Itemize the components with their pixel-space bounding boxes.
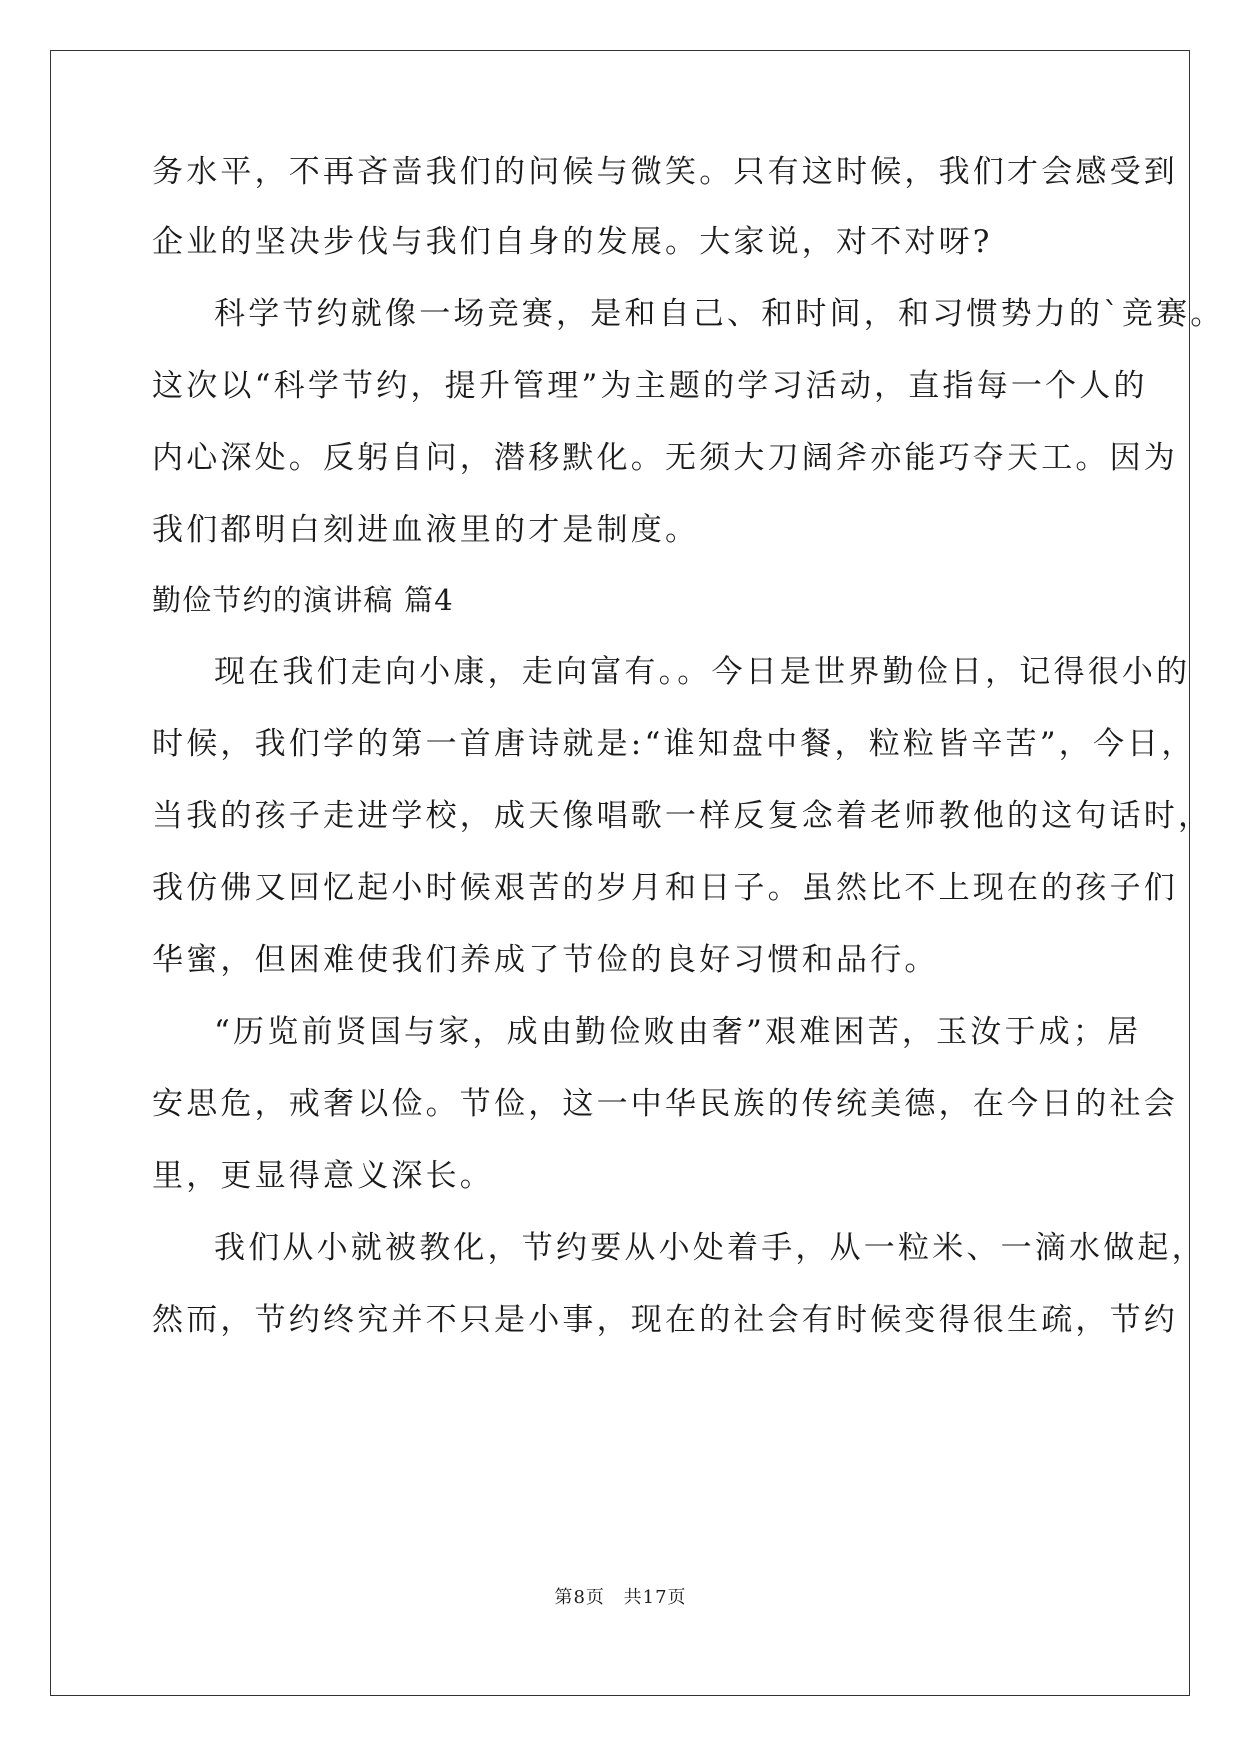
text-line: 我仿佛又回忆起小时候艰苦的岁月和日子。虽然比不上现在的孩子们 bbox=[152, 870, 1178, 906]
text-line: 然而，节约终究并不只是小事，现在的社会有时候变得很生疏，节约 bbox=[152, 1302, 1178, 1338]
text-line: 我们从小就被教化，节约要从小处着手，从一粒米、一滴水做起， bbox=[214, 1230, 1206, 1266]
text-line: 企业的坚决步伐与我们自身的发展。大家说，对不对呀? bbox=[152, 224, 993, 260]
page-total: 共17页 bbox=[623, 1587, 687, 1608]
text-line: 安思危，戒奢以俭。节俭，这一中华民族的传统美德，在今日的社会 bbox=[152, 1086, 1178, 1122]
section-heading: 勤俭节约的演讲稿 篇4 bbox=[152, 583, 454, 617]
text-line: 当我的孩子走进学校，成天像唱歌一样反复念着老师教他的这句话时， bbox=[152, 798, 1213, 834]
text-line: 现在我们走向小康，走向富有。。今日是世界勤俭日，记得很小的 bbox=[214, 654, 1191, 690]
text-line: 科学节约就像一场竞赛，是和自己、和时间，和习惯势力的`竞赛。 bbox=[214, 296, 1225, 332]
text-line: “历览前贤国与家，成由勤俭败由奢”艰难困苦，玉汝于成；居 bbox=[214, 1014, 1142, 1050]
text-line: 我们都明白刻进血液里的才是制度。 bbox=[152, 512, 700, 548]
text-line: 内心深处。反躬自问，潜移默化。无须大刀阔斧亦能巧夺天工。因为 bbox=[152, 440, 1178, 476]
page-footer bbox=[0, 1586, 1241, 1610]
text-line: 时候，我们学的第一首唐诗就是:“谁知盘中餐，粒粒皆辛苦”，今日， bbox=[152, 726, 1196, 762]
text-line: 里，更显得意义深长。 bbox=[152, 1158, 494, 1194]
text-line: 这次以“科学节约，提升管理”为主题的学习活动，直指每一个人的 bbox=[152, 368, 1148, 404]
page-number: 第8页 bbox=[554, 1587, 605, 1608]
text-line: 务水平，不再吝啬我们的问候与微笑。只有这时候，我们才会感受到 bbox=[152, 154, 1178, 190]
text-line: 华蜜，但困难使我们养成了节俭的良好习惯和品行。 bbox=[152, 942, 939, 978]
